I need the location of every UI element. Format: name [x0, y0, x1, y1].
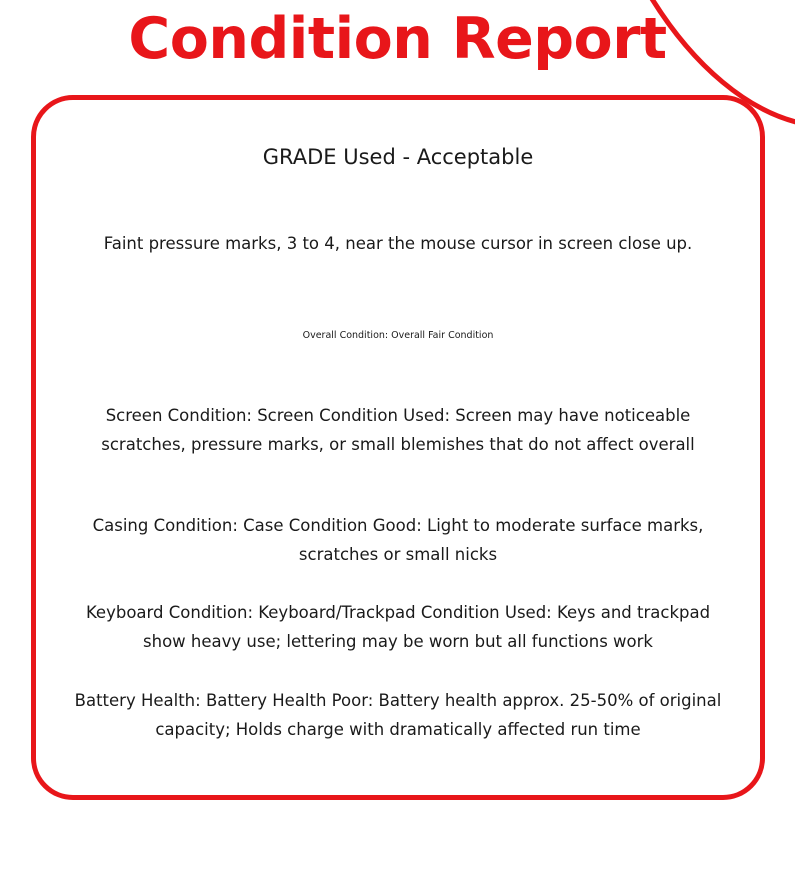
condition-note: Faint pressure marks, 3 to 4, near the mouse cursor in screen close up. — [103, 234, 693, 254]
screen-condition-section: Screen Condition: Screen Condition Used: Screen may have noticeable scratches, pressure marks, or small blemishes that do not affect overall — [101, 405, 695, 454]
report-content — [60, 130, 736, 745]
page-title: Condition Report — [128, 6, 667, 72]
casing-condition-section: Casing Condition: Case Condition Good: Light to moderate surface marks, scratches or small nicks — [92, 515, 704, 564]
battery-health-section: Battery Health: Battery Health Poor: Battery health approx. 25-50% of original capacity; Holds charge with dramatically affected run time — [74, 691, 722, 740]
overall-condition: Overall Condition: Overall Fair Condition — [302, 329, 494, 341]
keyboard-condition-section: Keyboard Condition: Keyboard/Trackpad Condition Used: Keys and trackpad show heavy use; lettering may be worn but all functions work — [85, 603, 711, 652]
grade-line: GRADE Used - Acceptable — [262, 145, 534, 169]
